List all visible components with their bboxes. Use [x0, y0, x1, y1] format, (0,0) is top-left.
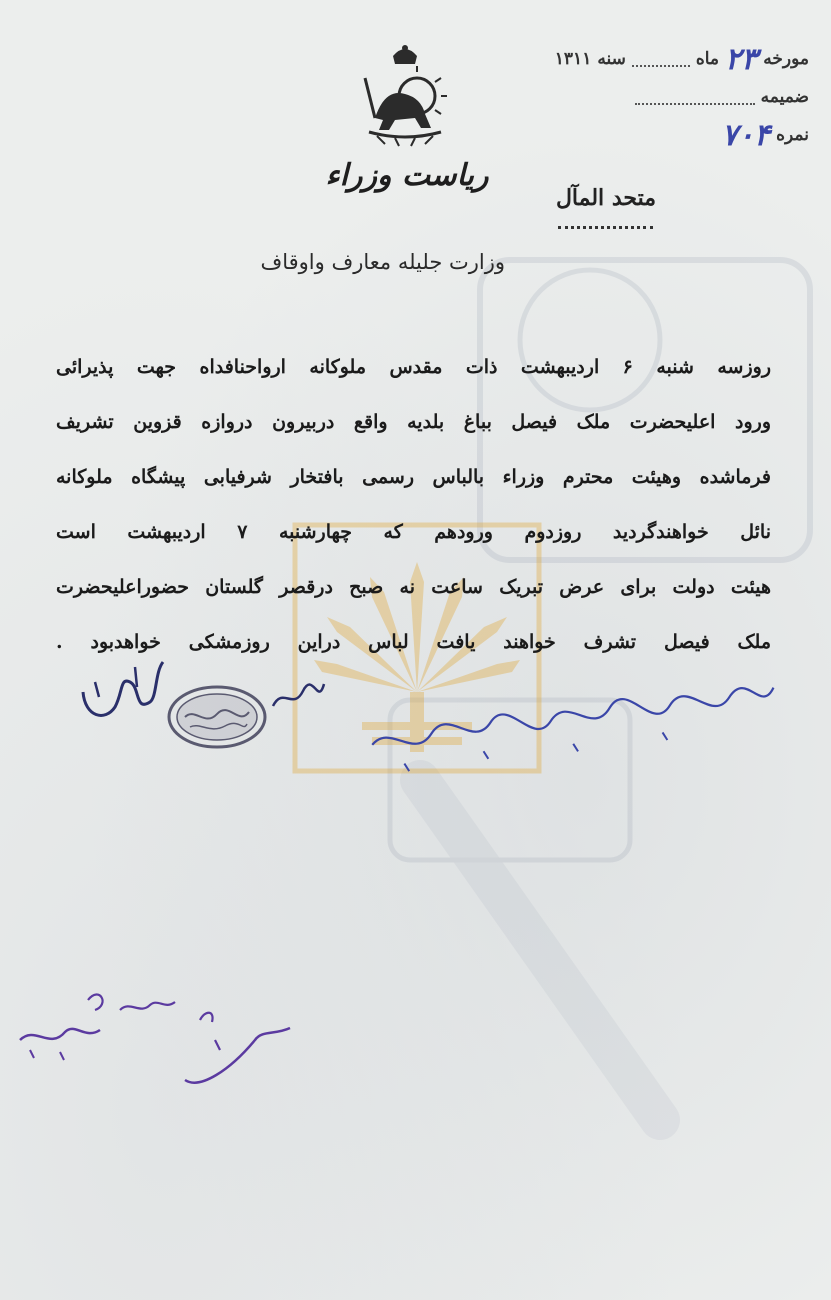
year-value: ۱۳۱۱ [554, 49, 592, 69]
lion-and-sun-emblem-icon [355, 38, 455, 148]
number-label: نمره [776, 125, 809, 145]
enclosure-label: ضمیمه [760, 87, 809, 107]
letter-body [56, 340, 771, 670]
number-row [509, 116, 809, 154]
handwritten-filing-note [0, 980, 320, 1110]
addressee: وزارت جلیله معارف واوقاف [260, 250, 505, 274]
body-line-1: روزسه شنبه ۶ اردیبهشت ذات مقدس ملوکانه ارواحنافداه جهت پذیرائی [56, 356, 771, 378]
body-line-3: فرماشده وهیئت محترم وزراء بالباس رسمی بافتخار شرفیابی پیشگاه ملوکانه [56, 466, 771, 488]
number-handwritten: ۷۰۴ [721, 117, 771, 153]
enclosure-blank [635, 89, 755, 105]
handwritten-initial [268, 676, 328, 716]
year-label: سنه [597, 49, 626, 69]
month-blank [632, 51, 690, 67]
date-label: مورخه [763, 49, 809, 69]
date-row [509, 40, 809, 78]
date-handwritten-day: ۲۳ [725, 41, 758, 77]
circular-label: متحد المآل [555, 185, 656, 211]
body-line-4: نائل خواهندگردید روزدوم ورودهم که چهارشنبه ۷ اردیبهشت است [56, 521, 771, 543]
body-line-5: هیئت دولت برای عرض تبریک ساعت نه صبح درقصر گلستان حضوراعلیحضرت [56, 576, 771, 598]
handwritten-signature [75, 652, 170, 732]
body-line-2: ورود اعلیحضرت ملک فیصل بباغ بلدیه واقع دربیرون دروازه قزوین تشریف [56, 411, 771, 433]
body-line-6: ملک فیصل تشرف خواهند یافت لباس دراین روزمشکی خواهدبود . [56, 631, 771, 653]
month-label: ماه [695, 49, 720, 69]
official-seal-icon [165, 682, 270, 752]
circular-underline [558, 226, 653, 229]
header-fields [509, 40, 809, 154]
enclosure-row [509, 78, 809, 116]
office-title: ریاست وزراء [325, 158, 489, 193]
